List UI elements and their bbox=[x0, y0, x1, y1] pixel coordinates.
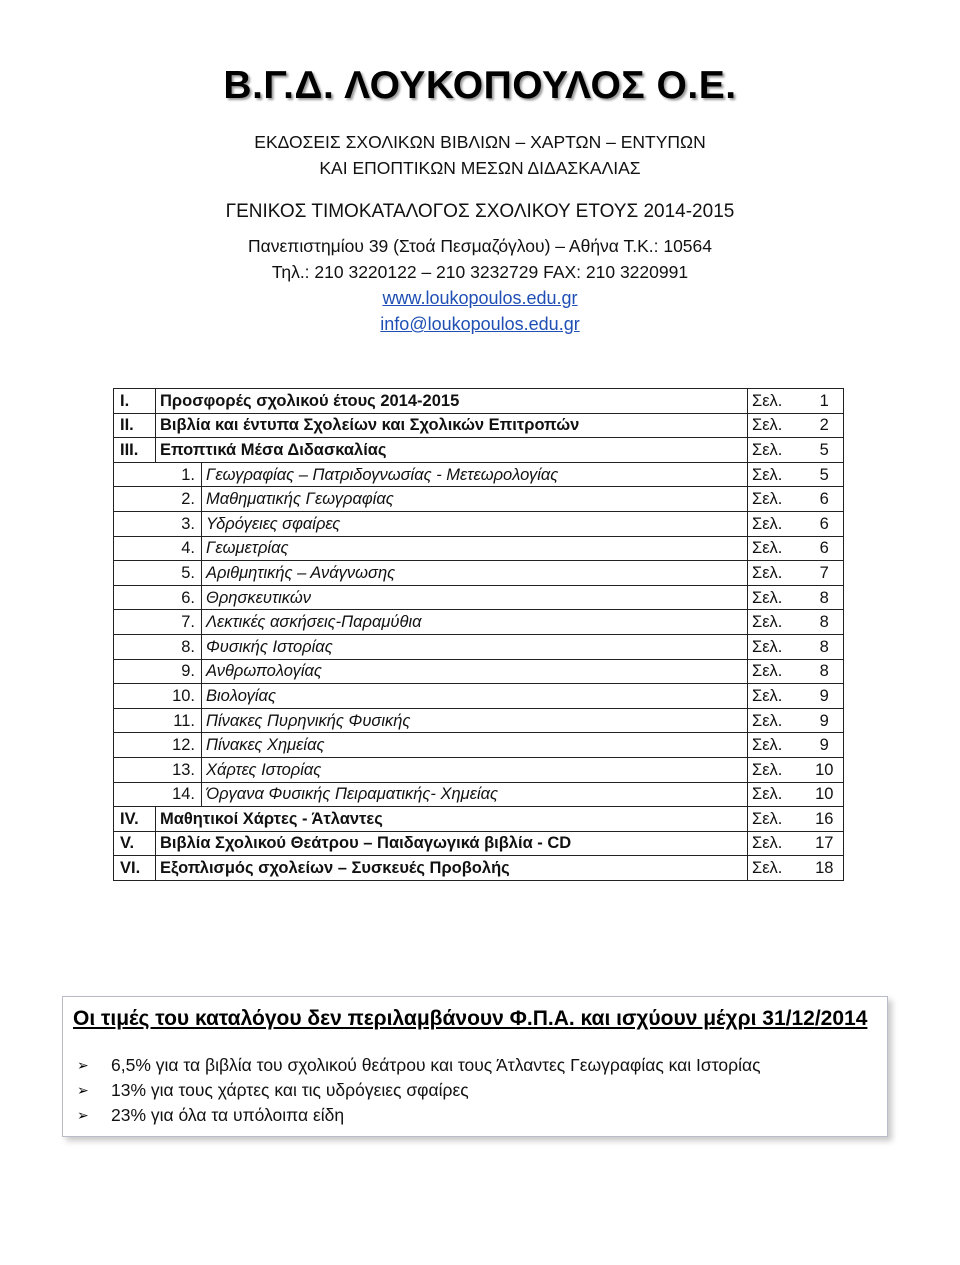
toc-label: Χάρτες Ιστορίας bbox=[202, 757, 748, 782]
toc-page-label: Σελ. bbox=[748, 561, 806, 586]
toc-page-label: Σελ. bbox=[748, 757, 806, 782]
list-item bbox=[77, 1053, 761, 1078]
toc-label: Βιολογίας bbox=[202, 684, 748, 709]
toc-page-label: Σελ. bbox=[748, 462, 806, 487]
toc-page-label: Σελ. bbox=[748, 487, 806, 512]
toc-label: Προσφορές σχολικού έτους 2014-2015 bbox=[156, 389, 748, 414]
toc-page-number: 9 bbox=[806, 733, 844, 758]
toc-label: Μαθηματικής Γεωγραφίας bbox=[202, 487, 748, 512]
table-row bbox=[114, 684, 844, 709]
table-row bbox=[114, 757, 844, 782]
toc-page-label: Σελ. bbox=[748, 684, 806, 709]
toc-label: Εποπτικά Μέσα Διδασκαλίας bbox=[156, 438, 748, 463]
toc-page-label: Σελ. bbox=[748, 413, 806, 438]
toc-number: 9. bbox=[114, 659, 202, 684]
table-row bbox=[114, 561, 844, 586]
toc-label: Γεωμετρίας bbox=[202, 536, 748, 561]
toc-number: 13. bbox=[114, 757, 202, 782]
toc-number: 2. bbox=[114, 487, 202, 512]
arrow-bullet-icon: ➢ bbox=[77, 1107, 89, 1123]
address: Πανεπιστημίου 39 (Στοά Πεσμαζόγλου) – Αθήνα Τ.Κ.: 10564 bbox=[247, 236, 713, 256]
table-row bbox=[114, 831, 844, 856]
toc-page-number: 10 bbox=[806, 782, 844, 807]
toc-page-number: 6 bbox=[806, 511, 844, 536]
toc-label: Αριθμητικής – Ανάγνωσης bbox=[202, 561, 748, 586]
subtitle-line-2: ΚΑΙ ΕΠΟΠΤΙΚΩΝ ΜΕΣΩΝ ΔΙΔΑΣΚΑΛΙΑΣ bbox=[319, 158, 641, 178]
toc-page-number: 8 bbox=[806, 610, 844, 635]
toc-page-number: 6 bbox=[806, 487, 844, 512]
toc-label: Μαθητικοί Χάρτες - Άτλαντες bbox=[156, 807, 748, 832]
notice-item-text: 23% για όλα τα υπόλοιπα είδη bbox=[111, 1105, 345, 1125]
table-row bbox=[114, 438, 844, 463]
toc-page-label: Σελ. bbox=[748, 389, 806, 414]
toc-page-label: Σελ. bbox=[748, 856, 806, 881]
table-row bbox=[114, 585, 844, 610]
subtitle-line-1: ΕΚΔΟΣΕΙΣ ΣΧΟΛΙΚΩΝ ΒΙΒΛΙΩΝ – ΧΑΡΤΩΝ – ΕΝΤΥΠΩΝ bbox=[254, 132, 706, 152]
toc-page-number: 9 bbox=[806, 708, 844, 733]
list-item bbox=[77, 1078, 761, 1103]
toc-number: 14. bbox=[114, 782, 202, 807]
toc-page-label: Σελ. bbox=[748, 634, 806, 659]
table-row bbox=[114, 413, 844, 438]
toc-number: 10. bbox=[114, 684, 202, 709]
toc-page-number: 1 bbox=[806, 389, 844, 414]
table-of-contents bbox=[113, 388, 844, 881]
table-row bbox=[114, 733, 844, 758]
phones: Τηλ.: 210 3220122 – 210 3232729 FAX: 210 3220991 bbox=[271, 262, 689, 282]
toc-page-label: Σελ. bbox=[748, 438, 806, 463]
table-row bbox=[114, 634, 844, 659]
toc-page-number: 8 bbox=[806, 585, 844, 610]
table-row bbox=[114, 389, 844, 414]
toc-page-number: 8 bbox=[806, 634, 844, 659]
toc-number: 8. bbox=[114, 634, 202, 659]
toc-page-number: 5 bbox=[806, 438, 844, 463]
toc-number: 4. bbox=[114, 536, 202, 561]
toc-page-label: Σελ. bbox=[748, 536, 806, 561]
toc-page-label: Σελ. bbox=[748, 511, 806, 536]
company-title: Β.Γ.Δ. ΛΟΥΚΟΠΟΥΛΟΣ Ο.Ε. bbox=[223, 64, 737, 107]
toc-number: VI. bbox=[114, 856, 156, 881]
table-row bbox=[114, 659, 844, 684]
toc-number: 3. bbox=[114, 511, 202, 536]
toc-page-label: Σελ. bbox=[748, 733, 806, 758]
toc-label: Πίνακες Χημείας bbox=[202, 733, 748, 758]
toc-label: Υδρόγειες σφαίρες bbox=[202, 511, 748, 536]
toc-label: Όργανα Φυσικής Πειραματικής- Χημείας bbox=[202, 782, 748, 807]
toc-label: Πίνακες Πυρηνικής Φυσικής bbox=[202, 708, 748, 733]
arrow-bullet-icon: ➢ bbox=[77, 1082, 89, 1098]
toc-page-number: 16 bbox=[806, 807, 844, 832]
table-row bbox=[114, 807, 844, 832]
toc-page-label: Σελ. bbox=[748, 807, 806, 832]
toc-number: IV. bbox=[114, 807, 156, 832]
table-row bbox=[114, 511, 844, 536]
toc-label: Γεωγραφίας – Πατριδογνωσίας - Μετεωρολογίας bbox=[202, 462, 748, 487]
toc-label: Βιβλία Σχολικού Θεάτρου – Παιδαγωγικά βιβλία - CD bbox=[156, 831, 748, 856]
toc-page-number: 17 bbox=[806, 831, 844, 856]
toc-page-number: 5 bbox=[806, 462, 844, 487]
toc-page-number: 10 bbox=[806, 757, 844, 782]
table-row bbox=[114, 782, 844, 807]
toc-page-number: 2 bbox=[806, 413, 844, 438]
table-row bbox=[114, 462, 844, 487]
notice-title: Οι τιμές του καταλόγου δεν περιλαμβάνουν Φ.Π.Α. και ισχύουν μέχρι 31/12/2014 bbox=[73, 1007, 868, 1030]
email-link[interactable]: info@loukopoulos.edu.gr bbox=[380, 314, 580, 334]
toc-page-number: 18 bbox=[806, 856, 844, 881]
table-row bbox=[114, 536, 844, 561]
website-link[interactable]: www.loukopoulos.edu.gr bbox=[382, 288, 578, 308]
toc-number: II. bbox=[114, 413, 156, 438]
toc-number: V. bbox=[114, 831, 156, 856]
toc-number: 11. bbox=[114, 708, 202, 733]
list-item bbox=[77, 1103, 761, 1128]
table-row bbox=[114, 856, 844, 881]
arrow-bullet-icon: ➢ bbox=[77, 1057, 89, 1073]
toc-label: Θρησκευτικών bbox=[202, 585, 748, 610]
toc-label: Εξοπλισμός σχολείων – Συσκευές Προβολής bbox=[156, 856, 748, 881]
vat-notice-box bbox=[62, 996, 888, 1137]
toc-page-number: 7 bbox=[806, 561, 844, 586]
toc-number: 6. bbox=[114, 585, 202, 610]
toc-page-number: 8 bbox=[806, 659, 844, 684]
notice-item-text: 6,5% για τα βιβλία του σχολικού θεάτρου και τους Άτλαντες Γεωγραφίας και Ιστορίας bbox=[111, 1055, 761, 1075]
notice-item-text: 13% για τους χάρτες και τις υδρόγειες σφαίρες bbox=[111, 1080, 469, 1100]
toc-page-label: Σελ. bbox=[748, 659, 806, 684]
catalog-title: ΓΕΝΙΚΟΣ ΤΙΜΟΚΑΤΑΛΟΓΟΣ ΣΧΟΛΙΚΟΥ ΕΤΟΥΣ 2014-2015 bbox=[225, 201, 735, 222]
notice-list bbox=[77, 1053, 761, 1128]
toc-number: 7. bbox=[114, 610, 202, 635]
toc-page-label: Σελ. bbox=[748, 610, 806, 635]
table-row bbox=[114, 708, 844, 733]
toc-number: 5. bbox=[114, 561, 202, 586]
toc-page-label: Σελ. bbox=[748, 585, 806, 610]
toc-page-number: 6 bbox=[806, 536, 844, 561]
toc-number: I. bbox=[114, 389, 156, 414]
toc-label: Βιβλία και έντυπα Σχολείων και Σχολικών Επιτροπών bbox=[156, 413, 748, 438]
toc-number: 12. bbox=[114, 733, 202, 758]
toc-number: 1. bbox=[114, 462, 202, 487]
toc-page-number: 9 bbox=[806, 684, 844, 709]
toc-page-label: Σελ. bbox=[748, 831, 806, 856]
toc-label: Λεκτικές ασκήσεις-Παραμύθια bbox=[202, 610, 748, 635]
toc-label: Φυσικής Ιστορίας bbox=[202, 634, 748, 659]
toc-page-label: Σελ. bbox=[748, 708, 806, 733]
table-row bbox=[114, 487, 844, 512]
table-row bbox=[114, 610, 844, 635]
toc-number: III. bbox=[114, 438, 156, 463]
toc-page-label: Σελ. bbox=[748, 782, 806, 807]
toc-label: Ανθρωπολογίας bbox=[202, 659, 748, 684]
